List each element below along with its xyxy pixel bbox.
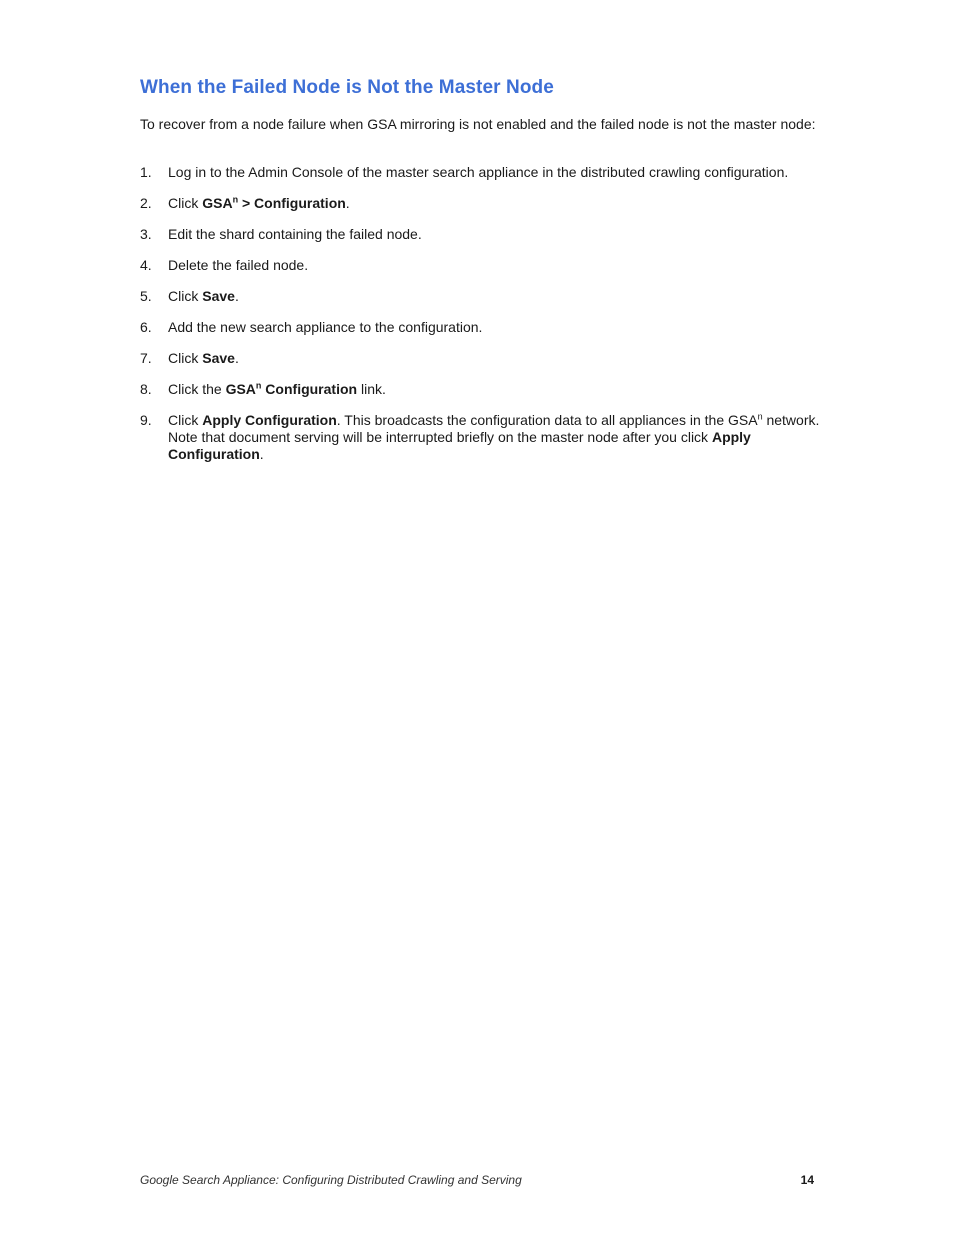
- footer-page-number: 14: [800, 1173, 814, 1187]
- step-1: [140, 164, 830, 181]
- step-number: 4.: [140, 257, 152, 273]
- step-text-segment: Click the: [168, 381, 226, 397]
- step-number: 8.: [140, 381, 152, 397]
- step-text-segment: Delete the failed node.: [168, 257, 309, 273]
- step-text: [168, 381, 830, 398]
- step-number: 5.: [140, 288, 152, 304]
- step-text-segment: network. Note that document serving will be interrupted briefly on the master node after you click: [168, 412, 820, 445]
- step-5: [140, 288, 830, 305]
- step-text: [168, 350, 830, 367]
- step-text: [168, 257, 830, 274]
- step-number: 3.: [140, 226, 152, 242]
- ui-term-save: Save: [202, 288, 235, 304]
- ui-term-configuration: > Configuration: [238, 195, 346, 211]
- step-text-segment: .: [345, 195, 350, 211]
- step-number: 1.: [140, 164, 152, 180]
- ui-term-configuration: Configuration: [261, 381, 358, 397]
- step-text: [168, 226, 830, 243]
- step-text-segment: Click: [168, 350, 203, 366]
- step-number: 9.: [140, 412, 152, 428]
- step-number: 7.: [140, 350, 152, 366]
- footer-document-title: Google Search Appliance: Configuring Distributed Crawling and Serving: [140, 1173, 522, 1187]
- step-text-segment: Edit the shard containing the failed node.: [168, 226, 422, 242]
- step-text: [168, 319, 830, 336]
- step-text: [168, 288, 830, 305]
- ui-term-gsa: GSA: [225, 381, 256, 397]
- step-text-segment: .: [234, 288, 239, 304]
- step-text: [168, 164, 830, 181]
- step-text-segment: Log in to the Admin Console of the master search appliance in the distributed crawling configuration.: [168, 164, 789, 180]
- step-text-segment: .: [234, 350, 239, 366]
- ui-term-apply-configuration: Apply Configuration: [202, 412, 337, 428]
- step-2: [140, 195, 830, 212]
- step-text-segment: Click: [168, 288, 203, 304]
- superscript: n: [232, 194, 239, 205]
- step-text-segment: . This broadcasts the configuration data to all appliances in the GSA: [336, 412, 758, 428]
- step-6: [140, 319, 830, 336]
- step-text: [168, 412, 830, 463]
- step-text-segment: Click: [168, 412, 203, 428]
- page-footer: [140, 1173, 814, 1191]
- step-number: 6.: [140, 319, 152, 335]
- section-heading: When the Failed Node is Not the Master Node: [140, 77, 554, 98]
- procedure-steps: [140, 164, 830, 477]
- step-8: [140, 381, 830, 398]
- superscript: n: [255, 380, 262, 391]
- step-text-segment: Click: [168, 195, 203, 211]
- step-9: [140, 412, 830, 463]
- step-text-segment: link.: [357, 381, 386, 397]
- intro-paragraph: To recover from a node failure when GSA mirroring is not enabled and the failed node is not the master node:: [140, 116, 816, 132]
- superscript: n: [757, 411, 763, 422]
- step-number: 2.: [140, 195, 152, 211]
- step-text: [168, 195, 830, 212]
- ui-term-save: Save: [202, 350, 235, 366]
- step-3: [140, 226, 830, 243]
- step-4: [140, 257, 830, 274]
- step-text-segment: .: [259, 446, 264, 462]
- ui-term-apply-configuration: Apply Configuration: [168, 429, 751, 462]
- step-7: [140, 350, 830, 367]
- ui-term-gsa: GSA: [202, 195, 233, 211]
- step-text-segment: Add the new search appliance to the configuration.: [168, 319, 483, 335]
